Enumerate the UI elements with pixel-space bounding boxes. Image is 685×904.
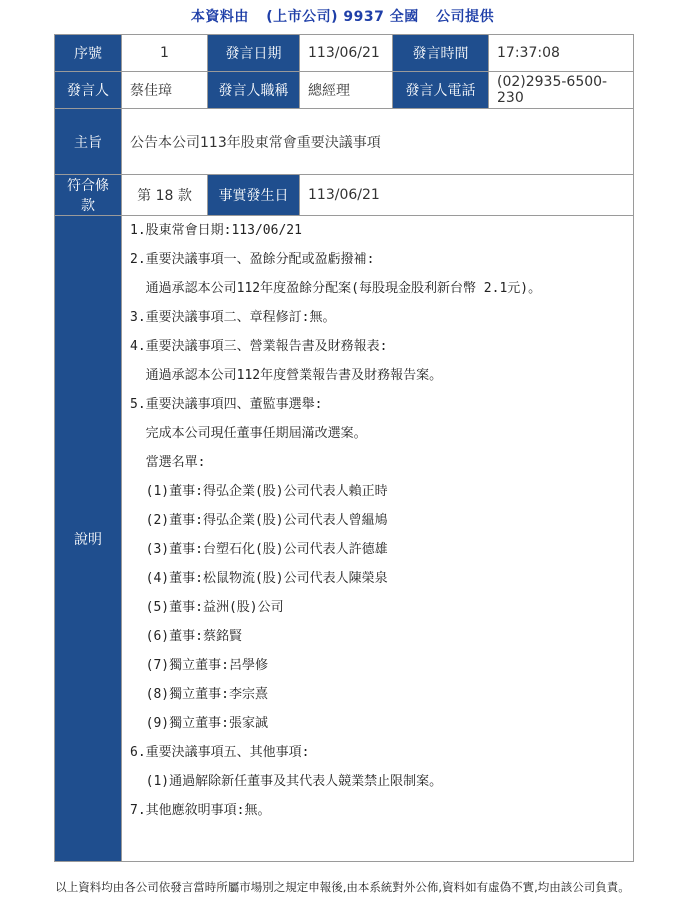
description-line: 7.其他應敘明事項:無。: [130, 803, 271, 818]
row-description: [55, 216, 634, 862]
row-clause: [55, 175, 634, 216]
description-line: 通過承認本公司112年度營業報告書及財務報告案。: [130, 368, 443, 383]
subject-label: 主旨: [55, 109, 122, 175]
description-line: 4.重要決議事項三、營業報告書及財務報表:: [130, 339, 388, 354]
description-line: (5)董事:益洲(股)公司: [130, 600, 284, 615]
description-line: 完成本公司現任董事任期屆滿改選案。: [130, 426, 367, 441]
description-line: 3.重要決議事項二、章程修訂:無。: [130, 310, 336, 325]
seq-label: 序號: [55, 35, 122, 72]
row-seq: [55, 35, 634, 72]
phone-label: 發言人電話: [393, 72, 489, 109]
description-line: (1)董事:得弘企業(股)公司代表人賴正時: [130, 484, 388, 499]
description-label: 說明: [55, 216, 122, 862]
description-line: (2)董事:得弘企業(股)公司代表人曾縕鳩: [130, 513, 388, 528]
seq-value: 1: [122, 35, 208, 72]
description-line: 通過承認本公司112年度盈餘分配案(每股現金股利新台幣 2.1元)。: [130, 281, 542, 296]
description-line: (1)通過解除新任董事及其代表人競業禁止限制案。: [130, 774, 443, 789]
event-date-label: 事實發生日: [208, 175, 300, 216]
description-line: 當選名單:: [130, 455, 206, 470]
clause-label: 符合條款: [55, 175, 122, 216]
time-value: 17:37:08: [489, 35, 634, 72]
disclaimer-footer: 以上資料均由各公司依發言當時所屬市場別之規定申報後,由本系統對外公佈,資料如有虛偽不實,均由該公司負責。: [55, 880, 630, 894]
date-value: 113/06/21: [300, 35, 393, 72]
description-line: (8)獨立董事:李宗熹: [130, 687, 268, 702]
source-prefix: 本資料由: [190, 9, 249, 25]
source-suffix: 公司提供: [436, 9, 495, 25]
time-label: 發言時間: [393, 35, 489, 72]
source-line: [0, 6, 685, 26]
subject-value: 公告本公司113年股東常會重要決議事項: [122, 109, 634, 175]
description-line: (4)董事:松鼠物流(股)公司代表人陳榮泉: [130, 571, 388, 586]
row-subject: [55, 109, 634, 175]
description-line: (3)董事:台塑石化(股)公司代表人許德雄: [130, 542, 388, 557]
speaker-title-value: 總經理: [300, 72, 393, 109]
announcement-table: [54, 34, 634, 862]
description-line: (9)獨立董事:張家誠: [130, 716, 268, 731]
description-line: 6.重要決議事項五、其他事項:: [130, 745, 310, 760]
description-body: [122, 216, 634, 862]
description-line: 2.重要決議事項一、盈餘分配或盈虧撥補:: [130, 252, 375, 267]
description-line: 5.重要決議事項四、董監事選舉:: [130, 397, 323, 412]
speaker-title-label: 發言人職稱: [208, 72, 300, 109]
row-speaker: [55, 72, 634, 109]
speaker-value: 蔡佳璋: [122, 72, 208, 109]
phone-value: (02)2935-6500-230: [489, 72, 634, 109]
source-company: (上市公司) 9937 全國: [266, 9, 419, 25]
event-date-value: 113/06/21: [300, 175, 634, 216]
description-line: 1.股東常會日期:113/06/21: [130, 223, 302, 238]
speaker-label: 發言人: [55, 72, 122, 109]
clause-value: 第 18 款: [122, 175, 208, 216]
description-line: (6)董事:蔡銘賢: [130, 629, 242, 644]
description-line: (7)獨立董事:呂學修: [130, 658, 268, 673]
date-label: 發言日期: [208, 35, 300, 72]
